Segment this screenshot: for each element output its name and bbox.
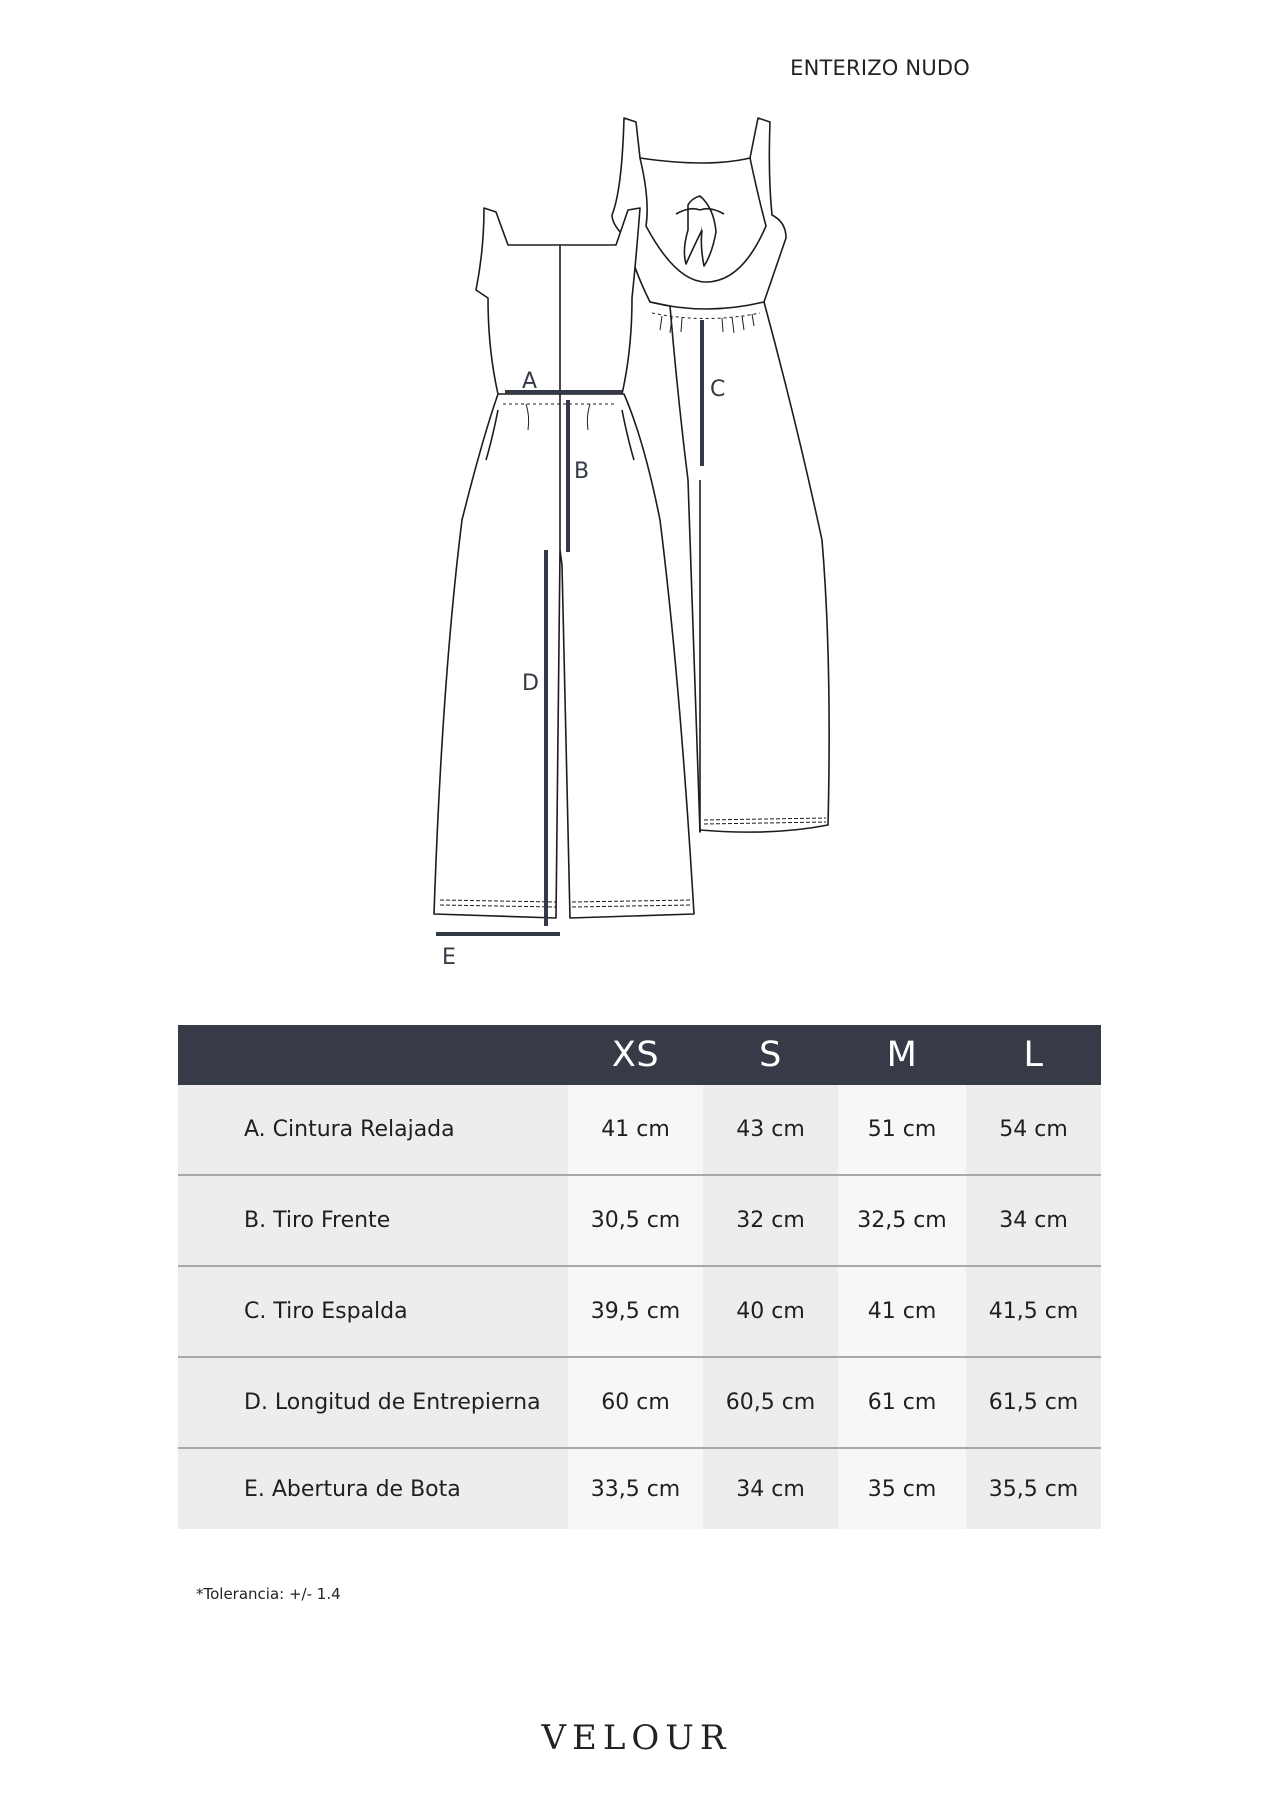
cell-xs: 60 cm <box>568 1357 703 1448</box>
document-title: ENTERIZO NUDO <box>790 56 970 80</box>
marker-c: C <box>710 377 726 402</box>
cell-m: 32,5 cm <box>838 1175 966 1266</box>
row-label: A. Cintura Relajada <box>178 1085 568 1175</box>
marker-a: A <box>522 369 538 394</box>
marker-e: E <box>442 945 456 970</box>
front-view-garment <box>434 208 694 918</box>
cell-xs: 33,5 cm <box>568 1448 703 1529</box>
cell-l: 35,5 cm <box>966 1448 1101 1529</box>
size-header-xs: XS <box>568 1025 703 1085</box>
brand-logo-text: VELOUR <box>541 1718 732 1758</box>
cell-m: 35 cm <box>838 1448 966 1529</box>
cell-xs: 39,5 cm <box>568 1266 703 1357</box>
table-row <box>178 1266 1101 1357</box>
cell-l: 34 cm <box>966 1175 1101 1266</box>
table-row <box>178 1448 1101 1529</box>
cell-s: 32 cm <box>703 1175 838 1266</box>
size-header-m: M <box>838 1025 966 1085</box>
cell-l: 61,5 cm <box>966 1357 1101 1448</box>
size-header-l: L <box>966 1025 1101 1085</box>
cell-m: 51 cm <box>838 1085 966 1175</box>
table-row <box>178 1357 1101 1448</box>
marker-d: D <box>522 671 539 696</box>
cell-l: 54 cm <box>966 1085 1101 1175</box>
cell-xs: 30,5 cm <box>568 1175 703 1266</box>
cell-s: 60,5 cm <box>703 1357 838 1448</box>
size-header-row <box>178 1025 1101 1085</box>
table-row <box>178 1085 1101 1175</box>
table-row <box>178 1175 1101 1266</box>
tolerance-note: *Tolerancia: +/- 1.4 <box>196 1585 341 1603</box>
cell-s: 34 cm <box>703 1448 838 1529</box>
marker-b: B <box>574 459 590 484</box>
cell-m: 41 cm <box>838 1266 966 1357</box>
row-label: B. Tiro Frente <box>178 1175 568 1266</box>
cell-s: 43 cm <box>703 1085 838 1175</box>
cell-s: 40 cm <box>703 1266 838 1357</box>
size-chart-table <box>178 1025 1101 1529</box>
header-blank <box>178 1025 568 1085</box>
row-label: E. Abertura de Bota <box>178 1448 568 1529</box>
cell-l: 41,5 cm <box>966 1266 1101 1357</box>
row-label: D. Longitud de Entrepierna <box>178 1357 568 1448</box>
cell-m: 61 cm <box>838 1357 966 1448</box>
cell-xs: 41 cm <box>568 1085 703 1175</box>
row-label: C. Tiro Espalda <box>178 1266 568 1357</box>
size-header-s: S <box>703 1025 838 1085</box>
